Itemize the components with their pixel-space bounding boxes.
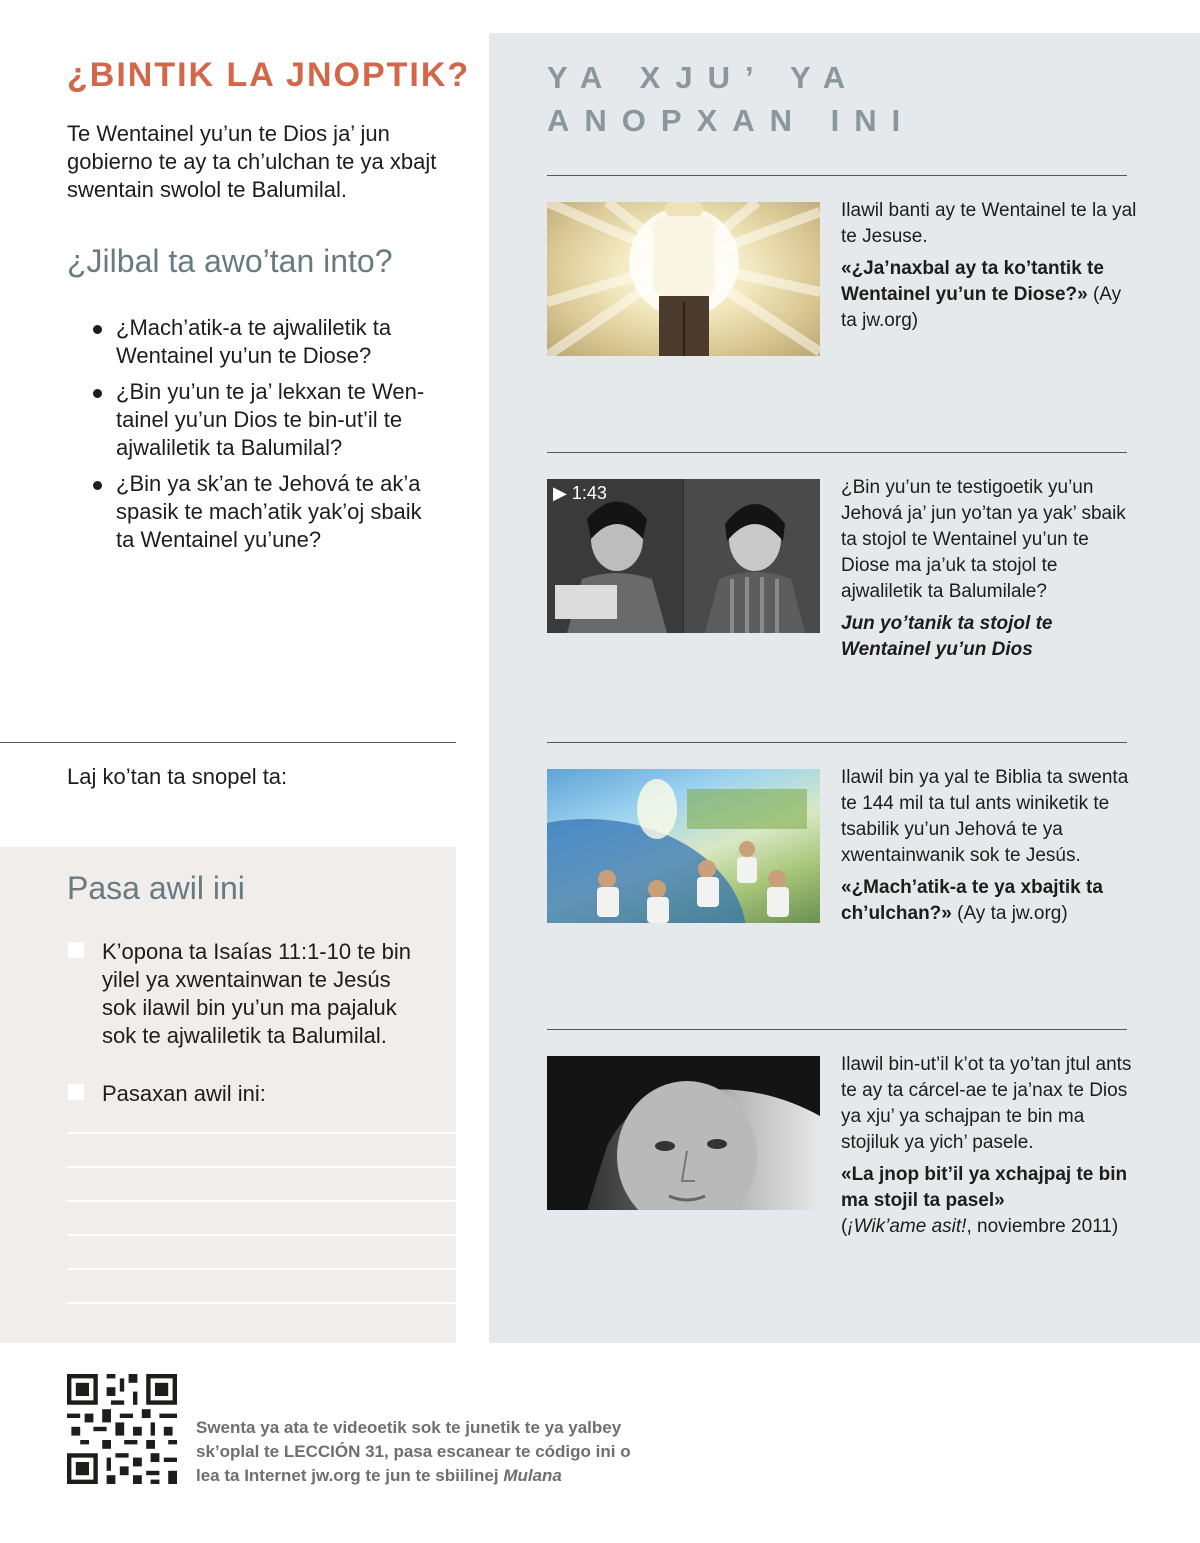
prisoner-photo-video-thumbnail[interactable] (547, 479, 820, 633)
list-item (90, 470, 445, 554)
list-item (90, 378, 445, 462)
tasks-heading: Pasa awil ini (67, 870, 245, 906)
task-item (68, 938, 428, 1050)
resource-reference-source: (¡Wik’ame asit!, noviembre 2011) (841, 1216, 1119, 1237)
resource-reference[interactable] (841, 256, 1141, 334)
resources-title (547, 56, 1167, 142)
video-duration: 1:43 (571, 483, 607, 503)
divider (547, 175, 1127, 176)
task-text: Pasaxan awil ini: (102, 1081, 266, 1106)
resource-reference-title[interactable]: «¿Ja’naxbal ay ta ko’tantik te Wentainel yu’un te Diose?» (841, 258, 1104, 305)
resource-reference-title[interactable]: «¿Mach’atik-a te ya xbajtik ta ch’ulchan?» (841, 877, 1103, 924)
checkbox[interactable] (68, 1084, 84, 1100)
checkbox[interactable] (68, 942, 84, 958)
write-line[interactable] (67, 1200, 456, 1202)
bullet-icon (93, 389, 102, 398)
task-item (68, 1080, 428, 1108)
divider (547, 452, 1127, 453)
review-questions (90, 314, 445, 562)
footer-text: Swenta ya ata te videoetik sok te junetik te ya yalbey sk’oplal te LECCIÓN 31, pasa escanear te código ini o lea ta Internet jw.org te jun te sbiilinej Mulana (196, 1418, 631, 1485)
note-label: Laj ko’tan ta snopel ta: (67, 764, 288, 789)
resources-title-line2: ANOPXAN INI (547, 103, 916, 138)
heavenly-rulers-illustration (547, 769, 820, 923)
glowing-man-illustration (547, 202, 820, 356)
resource-reference[interactable] (841, 1162, 1141, 1240)
young-woman-portrait-image[interactable] (547, 1056, 820, 1210)
list-item (90, 314, 445, 370)
resource-item-1 (841, 198, 1141, 334)
bullet-icon (93, 325, 102, 334)
resources-title-line1: YA XJU’ YA (547, 60, 861, 95)
resource-item-4 (841, 1052, 1141, 1240)
page-title: ¿BINTIK LA JNOPTIK? (67, 56, 471, 94)
divider (547, 742, 1127, 743)
write-line[interactable] (67, 1302, 456, 1304)
write-line[interactable] (67, 1166, 456, 1168)
write-line[interactable] (67, 1268, 456, 1270)
question-text: ¿Bin yu’un te ja’ lekxan te Wen-tainel yu’un Dios te bin-ut’il te ajwaliletik ta Balumilal? (116, 379, 425, 460)
qr-code-icon[interactable] (67, 1374, 177, 1484)
video-duration-badge (553, 483, 607, 504)
intro-text: Te Wentainel yu’un te Dios ja’ jun gobierno te ay ta ch’ulchan te ya xbajt swentain swolol te Balumilal. (67, 121, 437, 202)
resource-item-3 (841, 765, 1141, 927)
divider (547, 1029, 1127, 1030)
young-woman-portrait-illustration (547, 1056, 820, 1210)
resource-reference-title[interactable]: Jun yo’tanik ta stojol te Wentainel yu’un Dios (841, 613, 1053, 660)
resource-description: Ilawil bin-ut’il k’ot ta yo’tan jtul ants te ay ta cárcel-ae te ja’nax te Dios ya xju’ ya schajpan te bin ma stojiluk ya yich’ pasele. (841, 1054, 1132, 1153)
heavenly-rulers-image[interactable] (547, 769, 820, 923)
divider (0, 742, 456, 743)
resource-reference[interactable] (841, 875, 1141, 927)
review-heading: ¿Jilbal ta awo’tan into? (67, 243, 393, 279)
task-text: K’opona ta Isaías 11:1-10 te bin yilel ya xwentainwan te Jesús sok ilawil bin yu’un ma pajaluk sok te ajwaliletik ta Balumilal. (102, 939, 412, 1048)
resource-description: Ilawil banti ay te Wentainel te la yal te Jesuse. (841, 200, 1137, 247)
play-icon: ▶ (553, 483, 567, 503)
glowing-man-image[interactable] (547, 202, 820, 356)
resource-item-2 (841, 475, 1141, 663)
write-line[interactable] (67, 1234, 456, 1236)
resource-reference-source: (Ay ta jw.org) (957, 903, 1068, 924)
bullet-icon (93, 481, 102, 490)
question-text: ¿Bin ya sk’an te Jehová te ak’a spasik te mach’atik yak’oj sbaik ta Wentainel yu’une? (116, 471, 422, 552)
resource-reference-title[interactable]: «La jnop bit’il ya xchajpaj te bin ma stojil ta pasel» (841, 1164, 1128, 1211)
write-line[interactable] (67, 1132, 456, 1134)
resource-description: ¿Bin yu’un te testigoetik yu’un Jehová ja’ jun yo’tan ya yak’ sbaik ta stojol te Wentainel yu’un te Diose ma ja’uk ta stojol te ajwaliletik ta Balumilale? (841, 477, 1126, 602)
resource-reference-source: (Ay ta jw.org) (841, 284, 1122, 331)
question-text: ¿Mach’atik-a te ajwaliletik ta Wentainel yu’un te Diose? (116, 315, 392, 368)
resource-description: Ilawil bin ya yal te Biblia ta swenta te 144 mil ta tul ants winiketik te tsabilik yu’un Jehová te ya xwentainwanik sok te Jesús. (841, 767, 1129, 866)
resource-reference[interactable] (841, 611, 1141, 663)
